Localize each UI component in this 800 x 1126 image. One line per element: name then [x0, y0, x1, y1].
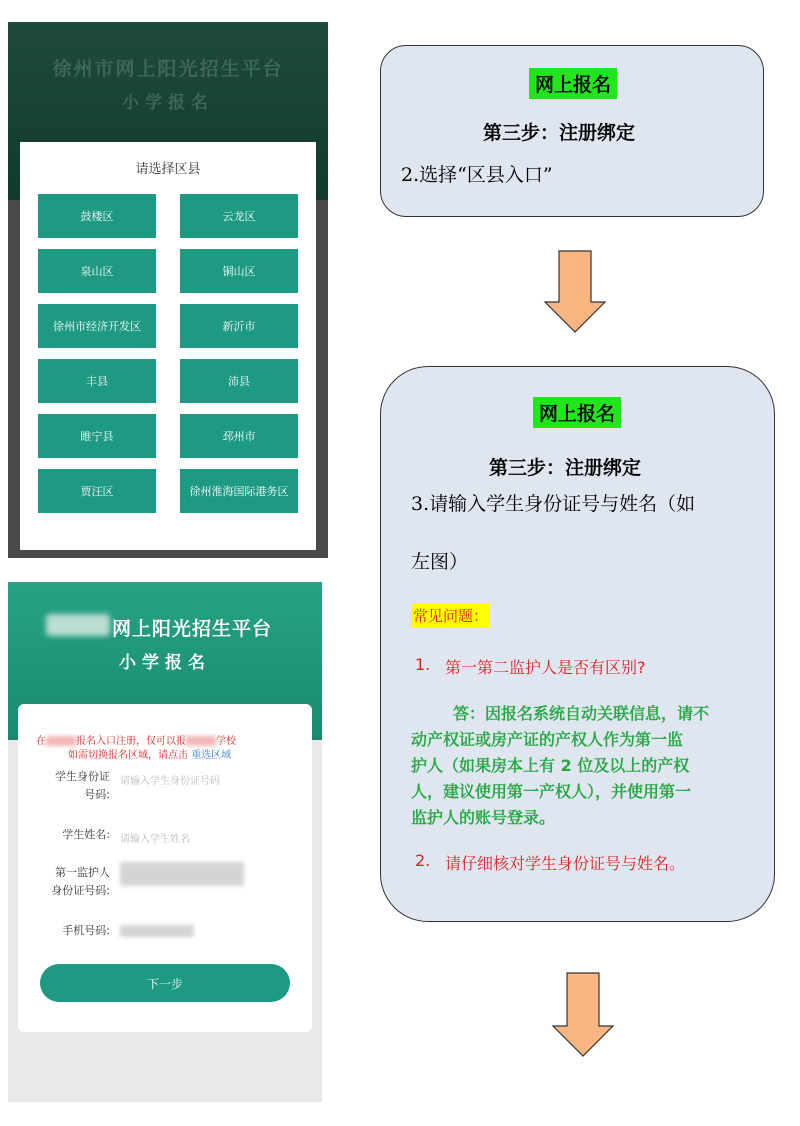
instruction-text: 2.选择“区县入口” — [401, 164, 553, 186]
reselect-region-link[interactable]: 重选区域 — [191, 750, 232, 761]
instruction-text: 3.请输入学生身份证号与姓名（如 — [411, 493, 696, 515]
faq-tag: 常见问题： — [411, 603, 490, 628]
district-button[interactable]: 丰县 — [38, 359, 156, 403]
instruction-text: 左图） — [411, 551, 469, 573]
section-tag: 网上报名 — [533, 397, 621, 428]
guardian-id-label — [30, 864, 110, 900]
panel-title: 请选择区县 — [135, 162, 201, 177]
answer-line: 动产权证或房产证的产权人作为第一监 — [411, 730, 684, 749]
district-button[interactable]: 铜山区 — [180, 249, 298, 293]
district-button[interactable]: 睢宁县 — [38, 414, 156, 458]
question-number: 1. — [415, 655, 431, 674]
notice-text: 学校 — [216, 736, 236, 747]
phone-input[interactable] — [120, 925, 194, 937]
step-title: 第三步：注册绑定 — [489, 457, 642, 479]
student-id-input[interactable]: 请输入学生身份证号码 — [120, 776, 220, 787]
notice-text: 如需切换报名区域，请点击 — [68, 750, 188, 761]
district-button[interactable]: 鼓楼区 — [38, 194, 156, 238]
platform-title: 徐州市网上阳光招生平台 — [52, 58, 284, 80]
step-title: 第三步：注册绑定 — [483, 122, 636, 144]
district-button[interactable]: 沛县 — [180, 359, 298, 403]
instruction-box-step3-b — [380, 366, 775, 922]
notice-text: 报名入口注册，仅可以报 — [76, 736, 186, 747]
down-arrow-icon — [551, 972, 615, 1058]
district-button[interactable]: 徐州市经济开发区 — [38, 304, 156, 348]
label-line: 第一监护人 — [55, 866, 110, 879]
answer-line: 监护人的账号登录。 — [411, 808, 556, 827]
registration-form-screenshot — [8, 582, 322, 1102]
district-button[interactable]: 贾汪区 — [38, 469, 156, 513]
district-button[interactable]: 新沂市 — [180, 304, 298, 348]
district-button[interactable]: 徐州淮海国际港务区 — [180, 469, 298, 513]
label-line: 学生身份证 — [55, 770, 110, 783]
notice-line-1 — [36, 732, 236, 747]
district-button[interactable]: 邳州市 — [180, 414, 298, 458]
platform-subtitle: 小学报名 — [119, 653, 211, 673]
redacted-text — [46, 736, 76, 746]
question-text: 第一第二监护人是否有区别? — [445, 658, 646, 677]
district-panel — [20, 142, 316, 550]
notice-text: 在 — [36, 736, 46, 747]
district-button[interactable]: 泉山区 — [38, 249, 156, 293]
redacted-text — [186, 736, 216, 746]
district-button[interactable]: 云龙区 — [180, 194, 298, 238]
instruction-box-step3-a — [380, 45, 764, 217]
question-text: 请仔细核对学生身份证号与姓名。 — [445, 854, 686, 873]
student-name-label: 学生姓名: — [62, 828, 110, 841]
answer-line: 人，建议使用第一产权人），并使用第一 — [411, 782, 692, 801]
student-name-input[interactable]: 请输入学生姓名 — [120, 834, 190, 845]
answer-line: 答：因报名系统自动关联信息，请不 — [453, 704, 710, 723]
section-tag: 网上报名 — [529, 68, 617, 99]
down-arrow-icon — [543, 250, 607, 334]
phone-label: 手机号码: — [62, 924, 110, 937]
notice-line-2 — [68, 746, 231, 761]
district-picker-screenshot — [8, 22, 328, 558]
question-number: 2. — [415, 851, 431, 870]
label-line: 身份证号码: — [51, 884, 110, 897]
platform-title: 网上阳光招生平台 — [112, 618, 273, 640]
guardian-id-input[interactable] — [120, 862, 244, 886]
label-line: 号码: — [84, 788, 110, 801]
next-step-button[interactable]: 下一步 — [40, 964, 290, 1002]
platform-subtitle: 小学报名 — [122, 93, 214, 113]
student-id-label — [30, 768, 110, 804]
redacted-city-name — [46, 614, 110, 636]
answer-line: 护人（如果房本上有 2 位及以上的产权 — [411, 756, 690, 775]
